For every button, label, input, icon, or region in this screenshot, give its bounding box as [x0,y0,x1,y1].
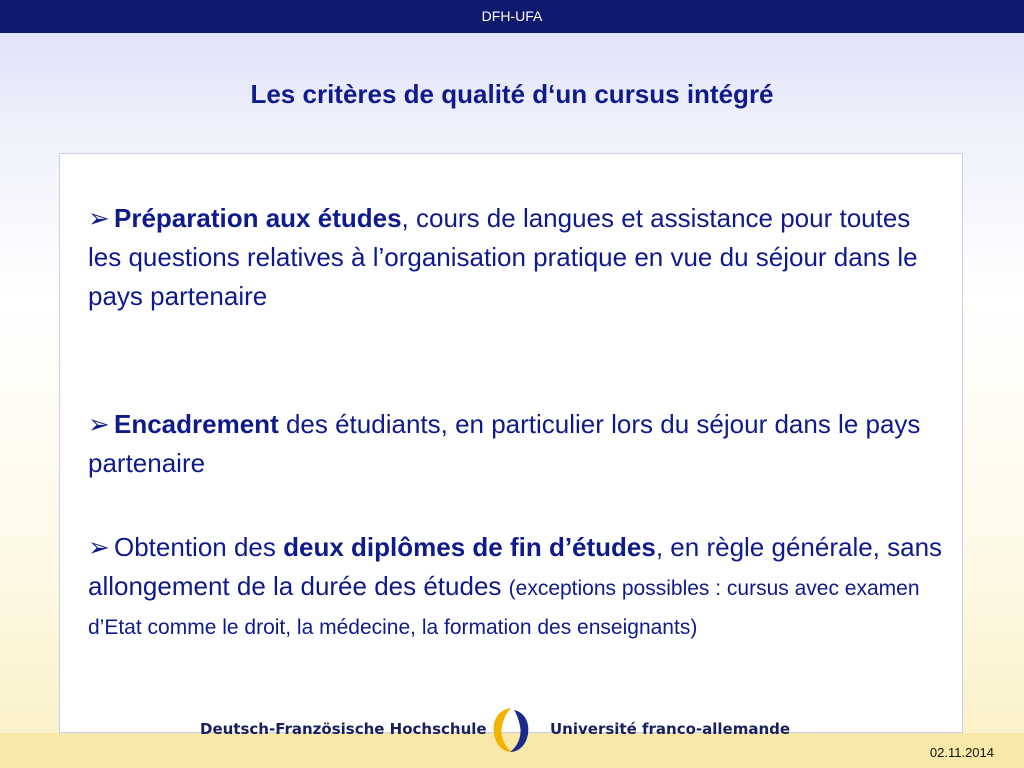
bullet-encadrement-keyword: Encadrement [114,409,279,439]
dfh-ufa-logo [180,706,820,754]
bullet-diplomes [88,528,948,645]
bullet-preparation-keyword: Préparation aux études [114,203,402,233]
content-box [59,153,963,733]
logo-text-french: Université franco-allemande [550,720,791,738]
arrow-bullet-icon: ➢ [88,203,110,233]
bullet-diplomes-pre: Obtention des [114,532,284,562]
bullet-preparation [88,199,948,316]
arrow-bullet-icon: ➢ [88,409,110,439]
bullet-encadrement-text: des étudiants, en particulier lors du séjour dans le pays partenaire [88,409,921,478]
header-bar [0,0,1024,33]
arrow-bullet-icon: ➢ [88,532,110,562]
slide-date: 02.11.2014 [929,745,994,760]
slide-title: Les critères de qualité d‘un cursus intégré [250,79,774,109]
bullet-diplomes-keyword: deux diplômes de fin d’études [283,532,656,562]
logo-text-german: Deutsch-Französische Hochschule [200,720,487,738]
bullet-diplomes-note: (exceptions possibles : cursus avec examen d’Etat comme le droit, la médecine, la formation des enseignants) [88,577,920,639]
bullet-encadrement [88,405,948,483]
bullet-diplomes-text: , en règle générale, sans allongement de la durée des études [88,532,943,601]
header-org-label: DFH-UFA [481,8,543,24]
dfh-ufa-emblem-icon [486,706,536,754]
bullet-preparation-text: , cours de langues et assistance pour toutes les questions relatives à l’organisation pratique en vue du séjour dans le pays partenaire [88,203,918,311]
